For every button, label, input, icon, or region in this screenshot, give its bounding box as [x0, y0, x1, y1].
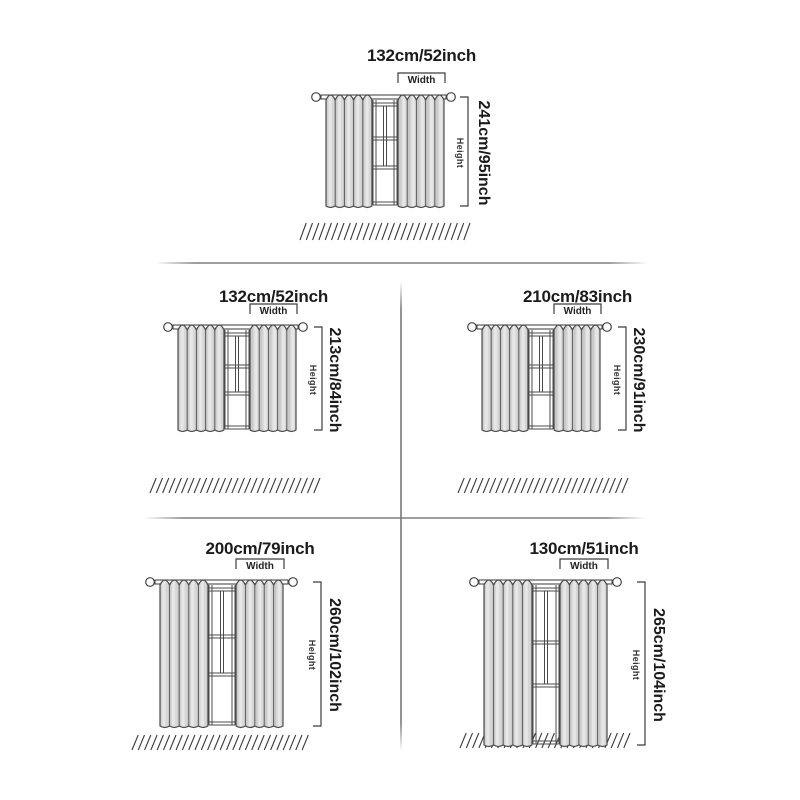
window-frame: [225, 330, 249, 429]
rod-finial-left: [468, 323, 477, 332]
size-panel-bottom-left: [120, 533, 360, 785]
curtain-panel-left: [326, 95, 372, 208]
window-frame: [209, 585, 235, 725]
rod-finial-right: [613, 578, 622, 587]
height-dimension-label: 260cm/102inch: [326, 598, 343, 712]
curtain-panel-left: [178, 325, 224, 432]
size-panel-middle-left: [140, 282, 380, 504]
size-panel-bottom-right: [444, 533, 684, 785]
width-dimension-title: 132cm/52inch: [366, 46, 477, 65]
height-dimension-label: 241cm/95inch: [475, 100, 492, 205]
width-caption: Width: [570, 561, 598, 572]
height-dimension-label: 213cm/84inch: [326, 327, 343, 432]
curtain-panel-right: [236, 580, 283, 728]
height-caption: Height: [455, 137, 465, 168]
rod-finial-left: [312, 93, 321, 102]
window-frame: [529, 330, 553, 429]
rod-finial-left: [146, 578, 155, 587]
rod-finial-right: [289, 578, 298, 587]
curtain-panel-left: [482, 325, 528, 432]
width-dimension-title: 130cm/51inch: [529, 539, 639, 558]
width-dimension-title: 210cm/83inch: [522, 287, 633, 306]
height-caption: Height: [307, 639, 317, 671]
divider-horizontal-top: [155, 262, 648, 264]
rod-finial-left: [164, 323, 173, 332]
window-frame: [373, 100, 397, 205]
width-dimension-title: 200cm/79inch: [205, 539, 315, 558]
rod-finial-right: [603, 323, 612, 332]
curtain-panel-right: [560, 580, 607, 747]
width-caption: Width: [246, 561, 274, 572]
rod-finial-right: [447, 93, 456, 102]
height-caption: Height: [308, 364, 318, 395]
curtain-window-illustration: [288, 40, 528, 256]
curtain-panel-right: [398, 95, 444, 208]
curtain-panel-left: [484, 580, 532, 747]
divider-horizontal-bottom: [143, 517, 646, 519]
height-caption: Height: [612, 364, 622, 395]
floor-hatching: [458, 478, 628, 493]
divider-vertical-center: [400, 281, 402, 751]
curtain-panel-left: [160, 580, 208, 728]
curtain-panel-right: [554, 325, 600, 432]
curtain-panel-right: [250, 325, 296, 432]
height-dimension-label: 265cm/104inch: [650, 607, 667, 722]
size-panel-middle-right: [444, 282, 684, 504]
rod-finial-left: [470, 578, 479, 587]
height-dimension-label: 230cm/91inch: [630, 327, 647, 432]
floor-hatching: [132, 735, 308, 750]
width-caption: Width: [407, 75, 436, 86]
floor-hatching: [150, 478, 320, 493]
size-panel-top-center: [288, 40, 528, 256]
width-caption: Width: [563, 306, 592, 317]
window-frame: [533, 585, 559, 744]
width-caption: Width: [259, 306, 288, 317]
height-caption: Height: [631, 649, 641, 680]
floor-hatching: [300, 223, 470, 240]
width-dimension-title: 132cm/52inch: [218, 287, 329, 306]
rod-finial-right: [299, 323, 308, 332]
